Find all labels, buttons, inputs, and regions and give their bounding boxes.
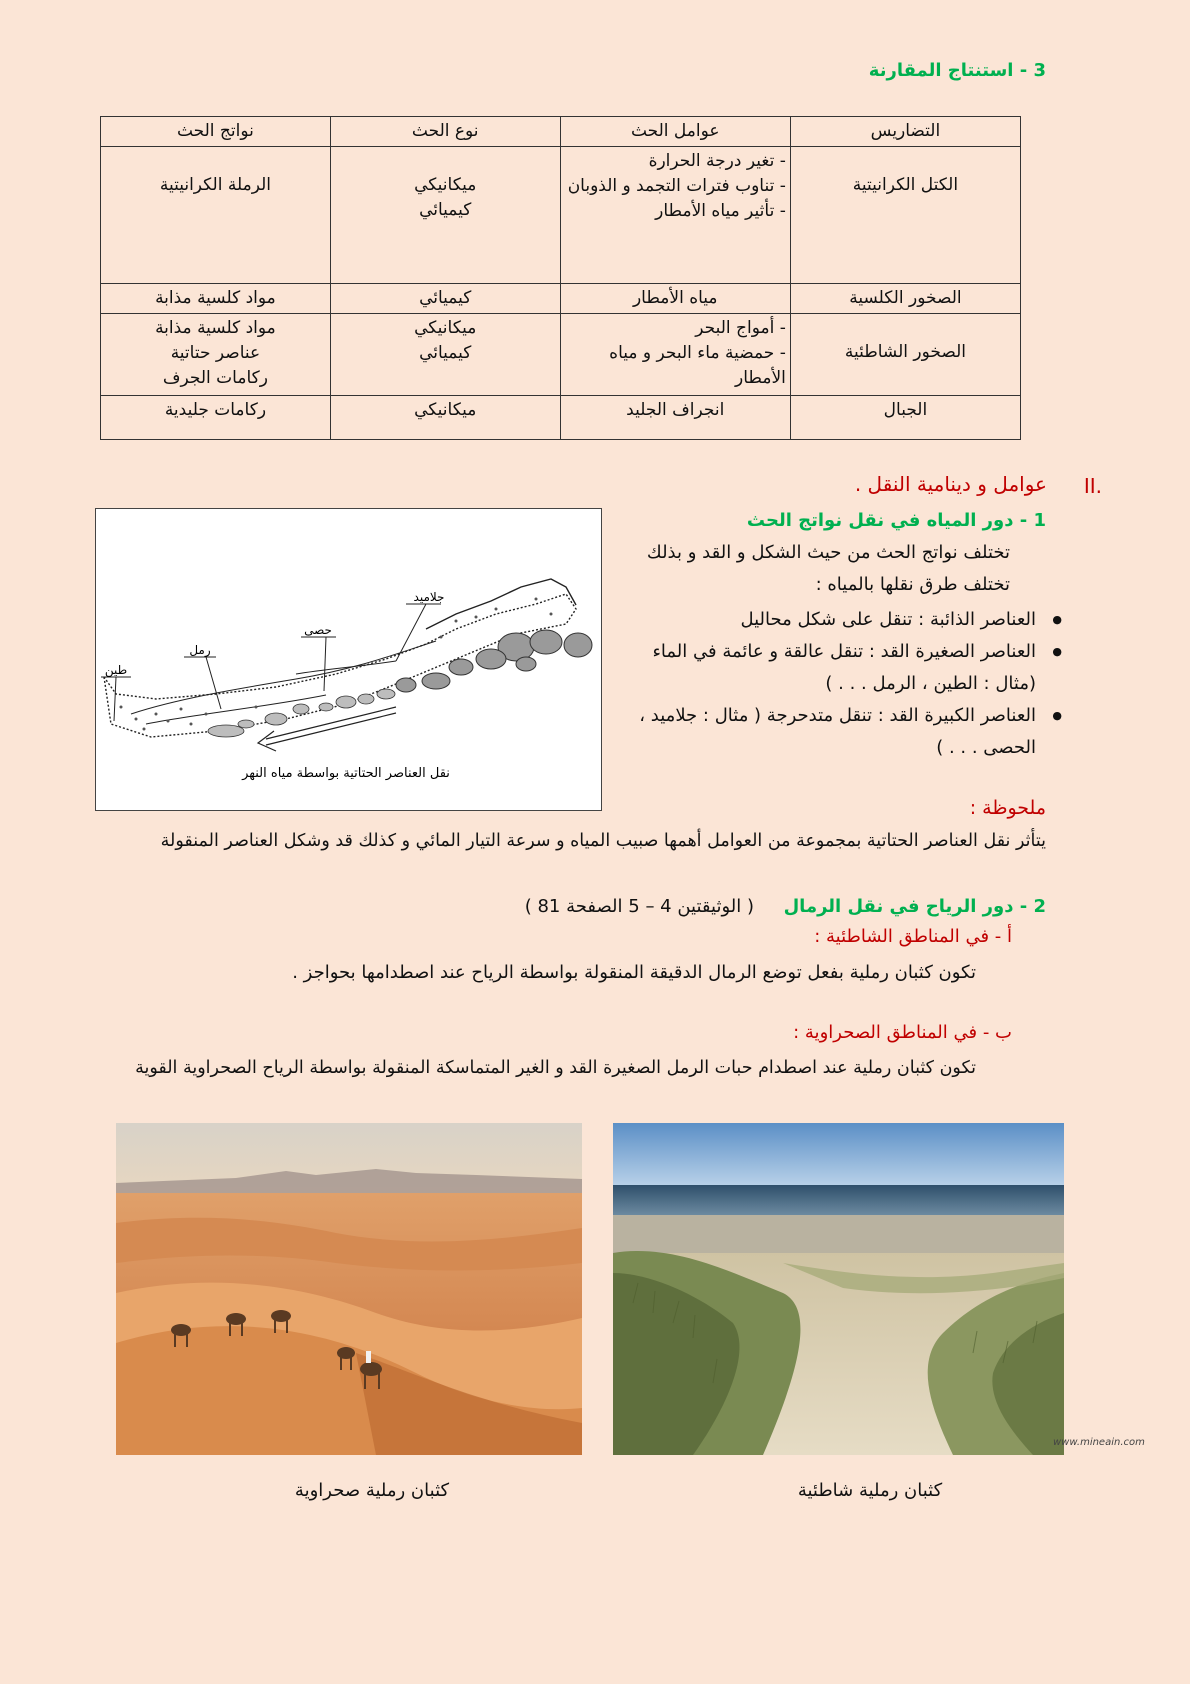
desert-dunes-photo [116,1123,582,1455]
product-line: ركامات الجرف [162,368,268,388]
table-row [101,396,1021,440]
transport-bullets [626,604,1066,764]
table-row [101,147,1021,284]
coastal-dunes-photo [613,1123,1145,1455]
table-row [101,284,1021,314]
cell-agents: انجراف الجليد [560,396,790,440]
sub2-reference: ( الوثيقتين 4 – 5 الصفحة 81 ) [524,896,754,917]
cell-agents: مياه الأمطار [560,284,790,314]
bullet-item: ● العناصر الكبيرة القد : تنقل متدحرجة ( مثال : جلاميد ، الحصى . . . ) [626,700,1066,764]
cell-terrain: الجبال [790,396,1020,440]
agent-line: - تناوب فترات التجمد و الذوبان [567,176,786,196]
header-terrain: التضاريس [790,117,1020,147]
cell-products: مواد كلسية مذابة [101,284,331,314]
cell-type: ميكانيكي [330,396,560,440]
cell-terrain: الصخور الشاطئية [790,314,1020,396]
note-text: يتأثر نقل العناصر الحتاتية بمجموعة من العوامل أهمها صبيب المياه و سرعة التيار المائي و كذلك قد وشكل العناصر المنقولة [160,831,1046,851]
section-ii-number: II. [1083,474,1102,498]
coastal-caption: كثبان رملية شاطئية [797,1480,943,1501]
header-type: نوع الحث [330,117,560,147]
label-gravel: حصى [304,623,332,637]
product-line: الرملة الكرانيتية [159,175,271,195]
photo-watermark: www.mineain.com [1053,1437,1145,1448]
river-diagram-svg [96,509,601,810]
product-line: مواد كلسية مذابة [155,318,276,338]
table-row [101,314,1021,396]
type-line: ميكانيكي [414,175,477,195]
desert-subtitle: ب - في المناطق الصحراوية : [793,1022,1012,1043]
sub2-title: 2 - دور الرياح في نقل الرمال [783,896,1046,917]
desert-photo-svg [116,1123,582,1455]
section-ii-title: عوامل و دينامية النقل . [854,472,1047,496]
sub1-intro-2: تختلف طرق نقلها بالمياه : [815,574,1010,595]
cell-products [101,314,331,396]
cell-agents [560,314,790,396]
coastal-subtitle: أ - في المناطق الشاطئية : [814,926,1012,947]
river-transport-diagram [95,508,602,811]
cell-terrain: الكتل الكرانيتية [790,147,1020,284]
bullet-item: ● العناصر الصغيرة القد : تنقل عالقة و عائمة في الماء (مثال : الطين ، الرمل . . . ) [626,636,1066,700]
cell-products: ركامات جليدية [101,396,331,440]
agent-line: - تأثير مياه الأمطار [655,201,786,221]
cell-products [101,147,331,284]
note-label: ملحوظة : [969,797,1046,819]
agent-line: - حمضية ماء البحر و مياه الأمطار [609,343,786,388]
label-sand: رمل [189,643,211,657]
comparison-table [100,116,1021,440]
product-line: عناصر حتاتية [170,343,261,363]
cell-type [330,314,560,396]
header-agents: عوامل الحث [560,117,790,147]
sub1-title: 1 - دور المياه في نقل نواتج الحث [746,510,1046,531]
desert-caption: كثبان رملية صحراوية [294,1480,450,1501]
table-header-row [101,117,1021,147]
type-line: كيميائي [419,200,472,220]
agent-line: - تغير درجة الحرارة [648,151,786,171]
label-boulders: جلاميد [413,590,445,604]
header-products: نواتج الحث [101,117,331,147]
section-3-title: 3 - استنتاج المقارنة [868,60,1046,81]
cell-agents [560,147,790,284]
label-clay: طين [104,663,128,677]
agent-line: - أمواج البحر [695,318,786,338]
bullet-item: ● العناصر الذائبة : تنقل على شكل محاليل [626,604,1066,636]
type-line: ميكانيكي [414,318,477,338]
coastal-text: تكون كثبان رملية بفعل توضع الرمال الدقيقة المنقولة بواسطة الرياح عند اصطدامها بحواجز . [292,962,976,983]
cell-type: كيميائي [330,284,560,314]
type-line: كيميائي [419,343,472,363]
sub1-intro-1: تختلف نواتج الحث من حيث الشكل و القد و بذلك [646,542,1010,563]
cell-terrain: الصخور الكلسية [790,284,1020,314]
coastal-photo-svg [613,1123,1145,1455]
cell-type [330,147,560,284]
desert-text: تكون كثبان رملية عند اصطدام حبات الرمل الصغيرة القد و الغير المتماسكة المنقولة بواسطة الرياح الصحراوية القوية [135,1058,976,1078]
diagram-caption: نقل العناصر الحتاتية بواسطة مياه النهر [242,766,450,781]
